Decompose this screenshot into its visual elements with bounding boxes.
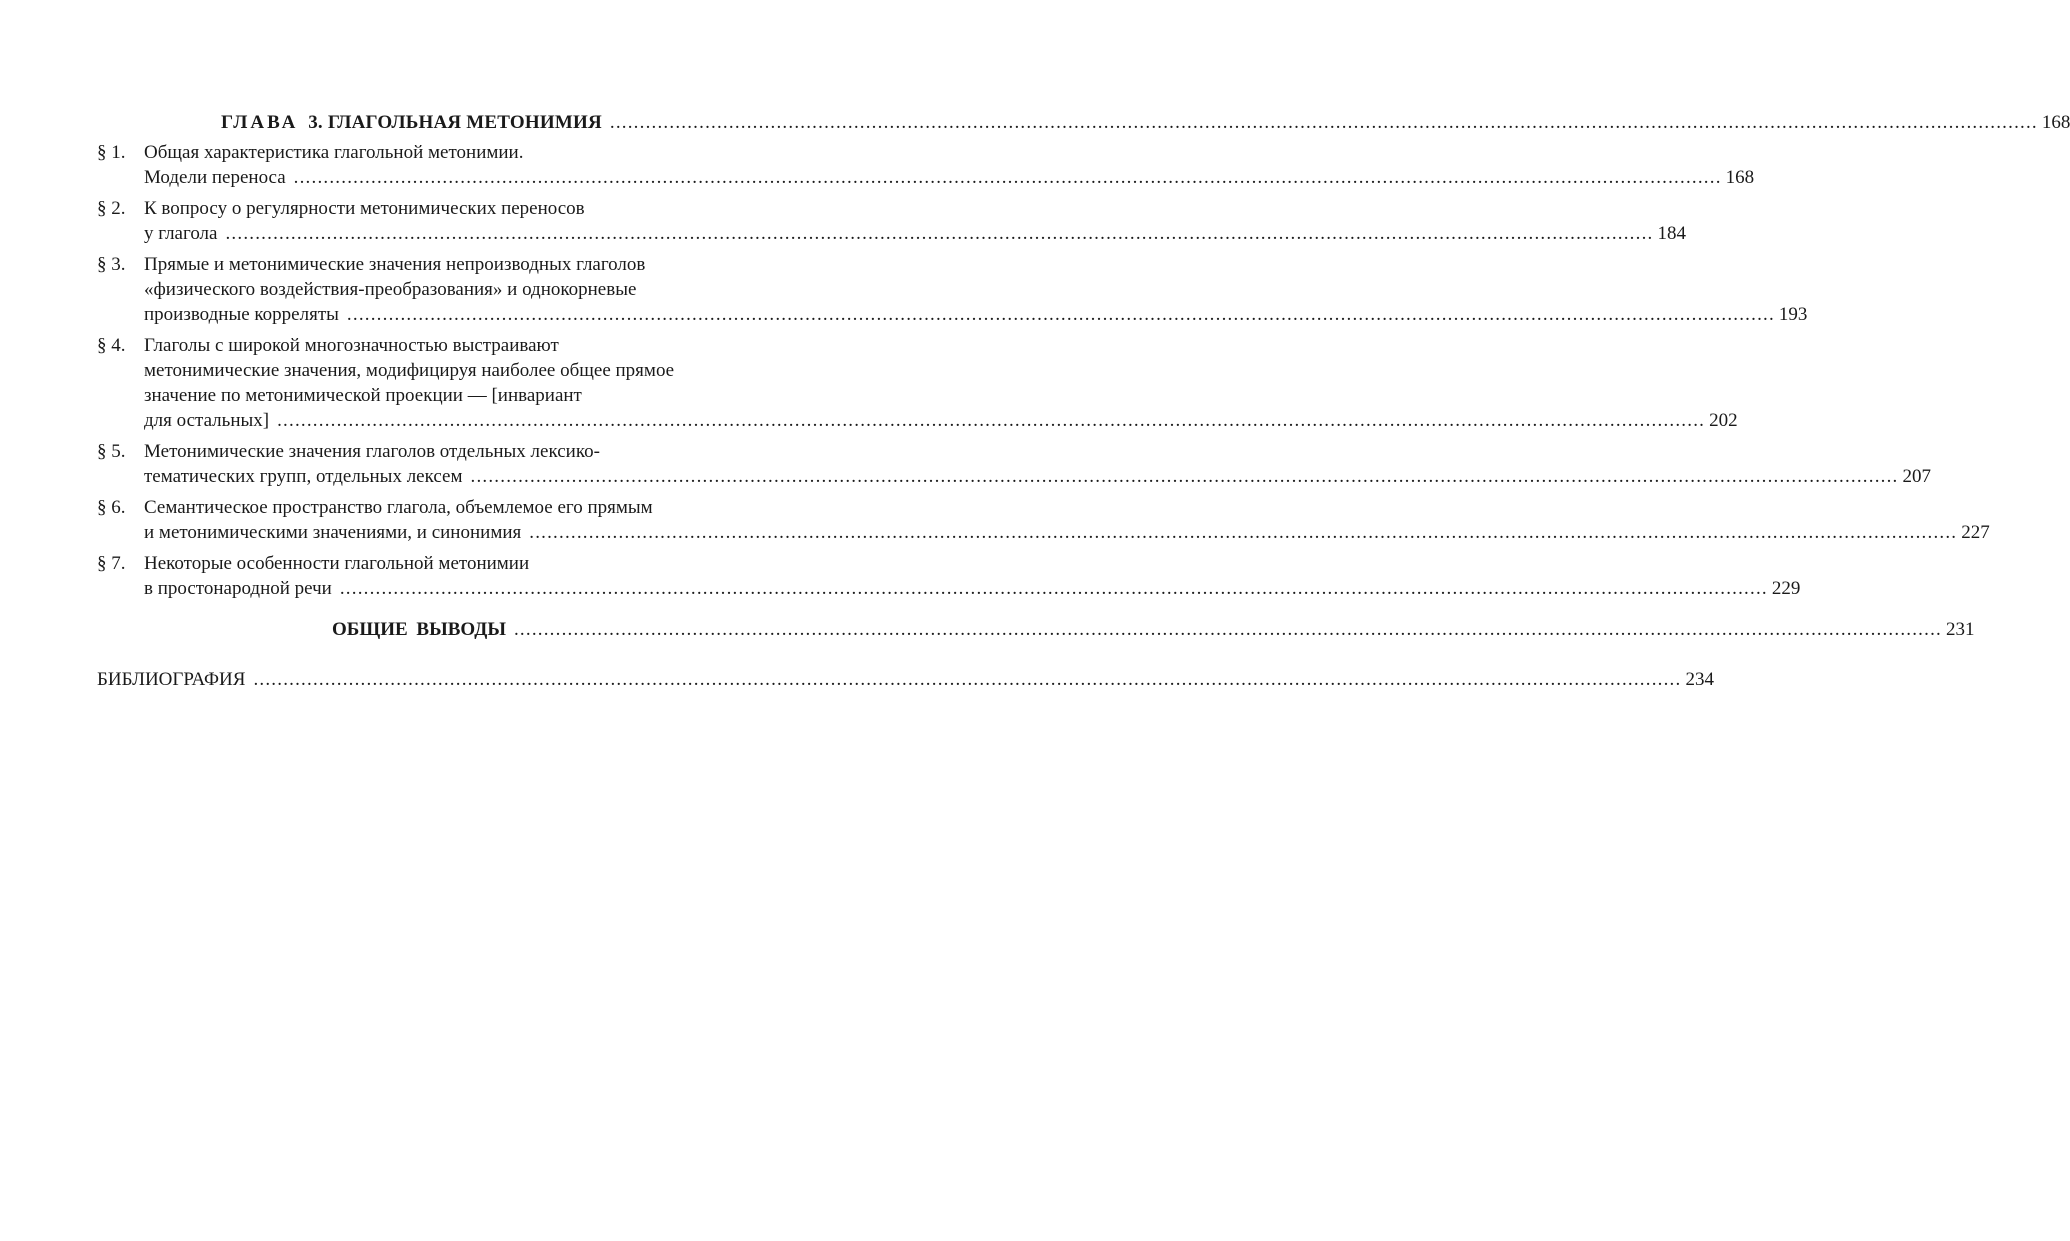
page-number: 231: [1945, 619, 1975, 640]
toc-chapter-entry[interactable]: [97, 110, 2070, 135]
section-title-line: Модели переноса: [144, 167, 286, 188]
section-last-line: [144, 165, 1754, 190]
section-body: [144, 196, 1686, 246]
toc-section-entry[interactable]: [97, 495, 1990, 545]
toc-section-entry[interactable]: [97, 196, 1686, 246]
toc-section-entry[interactable]: [97, 252, 1808, 327]
section-title-line: Глаголы с широкой многозначностью выстраивают: [144, 335, 559, 356]
section-last-line: [144, 576, 1800, 601]
section-number: § 6.: [97, 497, 126, 518]
section-last-line: [144, 520, 1990, 545]
section-title-line: Семантическое пространство глагола, объемлемое его прямым: [144, 497, 653, 518]
section-number: § 4.: [97, 335, 126, 356]
dot-leader: [529, 520, 1957, 545]
section-list: [97, 140, 1990, 601]
section-body: [144, 140, 1754, 190]
dot-leader: [253, 667, 1681, 692]
section-number: § 1.: [97, 142, 126, 163]
section-number: § 5.: [97, 441, 126, 462]
section-title-line: и метонимическими значениями, и синонимия: [144, 522, 522, 543]
table-of-contents: [97, 110, 2070, 692]
section-title-line: Некоторые особенности глагольной метонимии: [144, 553, 530, 574]
section-title-line: тематических групп, отдельных лексем: [144, 466, 463, 487]
dot-leader: [225, 221, 1653, 246]
page-number: 229: [1771, 578, 1801, 599]
toc-section-entry[interactable]: [97, 439, 1931, 489]
section-title-line: в простонародной речи: [144, 578, 332, 599]
chapter-label: ГЛАВА: [221, 112, 299, 133]
page-number: 234: [1685, 669, 1714, 690]
dot-leader: [294, 165, 1722, 190]
toc-section-entry[interactable]: [97, 333, 1738, 433]
section-body: [144, 333, 1738, 433]
dot-leader: [514, 617, 1942, 642]
section-last-line: [144, 464, 1931, 489]
toc-section-entry[interactable]: [97, 551, 1801, 601]
toc-bibliography-entry[interactable]: [97, 667, 1714, 692]
toc-section-entry[interactable]: [97, 140, 1755, 190]
dot-leader: [471, 464, 1899, 489]
section-title-line: метонимические значения, модифицируя наиболее общее прямое: [144, 360, 675, 381]
section-body: [144, 551, 1800, 601]
section-title-line: «физического воздействия-преобразования» и однокорневые: [144, 279, 637, 300]
page-number: 207: [1902, 466, 1931, 487]
bibliography-title: БИБЛИОГРАФИЯ: [97, 669, 246, 690]
page-number: 168: [2041, 112, 2070, 133]
page-number: 184: [1657, 223, 1686, 244]
page-number: 202: [1709, 410, 1738, 431]
section-last-line: [144, 221, 1686, 246]
section-title-line: для остальных]: [144, 410, 270, 431]
dot-leader: [610, 110, 2038, 135]
section-last-line: [144, 302, 1807, 327]
section-title-line: Общая характеристика глагольной метонимии.: [144, 142, 524, 163]
dot-leader: [340, 576, 1768, 601]
dot-leader: [277, 408, 1705, 433]
section-number: § 7.: [97, 553, 126, 574]
section-number: § 2.: [97, 198, 126, 219]
chapter-name: ГЛАГОЛЬНАЯ МЕТОНИМИЯ: [327, 112, 602, 133]
toc-conclusions-entry[interactable]: [97, 617, 1975, 642]
section-title-line: Метонимические значения глаголов отдельных лексико-: [144, 441, 600, 462]
section-title-line: производные корреляты: [144, 304, 339, 325]
page-number: 227: [1961, 522, 1990, 543]
section-title-line: у глагола: [144, 223, 218, 244]
section-title-line: значение по метонимической проекции — [инвариант: [144, 385, 582, 406]
dot-leader: [347, 302, 1775, 327]
section-number: § 3.: [97, 254, 126, 275]
section-title-line: Прямые и метонимические значения непроизводных глаголов: [144, 254, 646, 275]
chapter-number: 3.: [308, 112, 323, 133]
section-body: [144, 439, 1931, 489]
section-body: [144, 252, 1807, 327]
section-title-line: К вопросу о регулярности метонимических переносов: [144, 198, 585, 219]
page-number: 168: [1725, 167, 1755, 188]
conclusions-title: ОБЩИЕ ВЫВОДЫ: [332, 619, 506, 640]
section-body: [144, 495, 1990, 545]
section-last-line: [144, 408, 1738, 433]
chapter-title: [221, 110, 602, 135]
page-number: 193: [1778, 304, 1808, 325]
